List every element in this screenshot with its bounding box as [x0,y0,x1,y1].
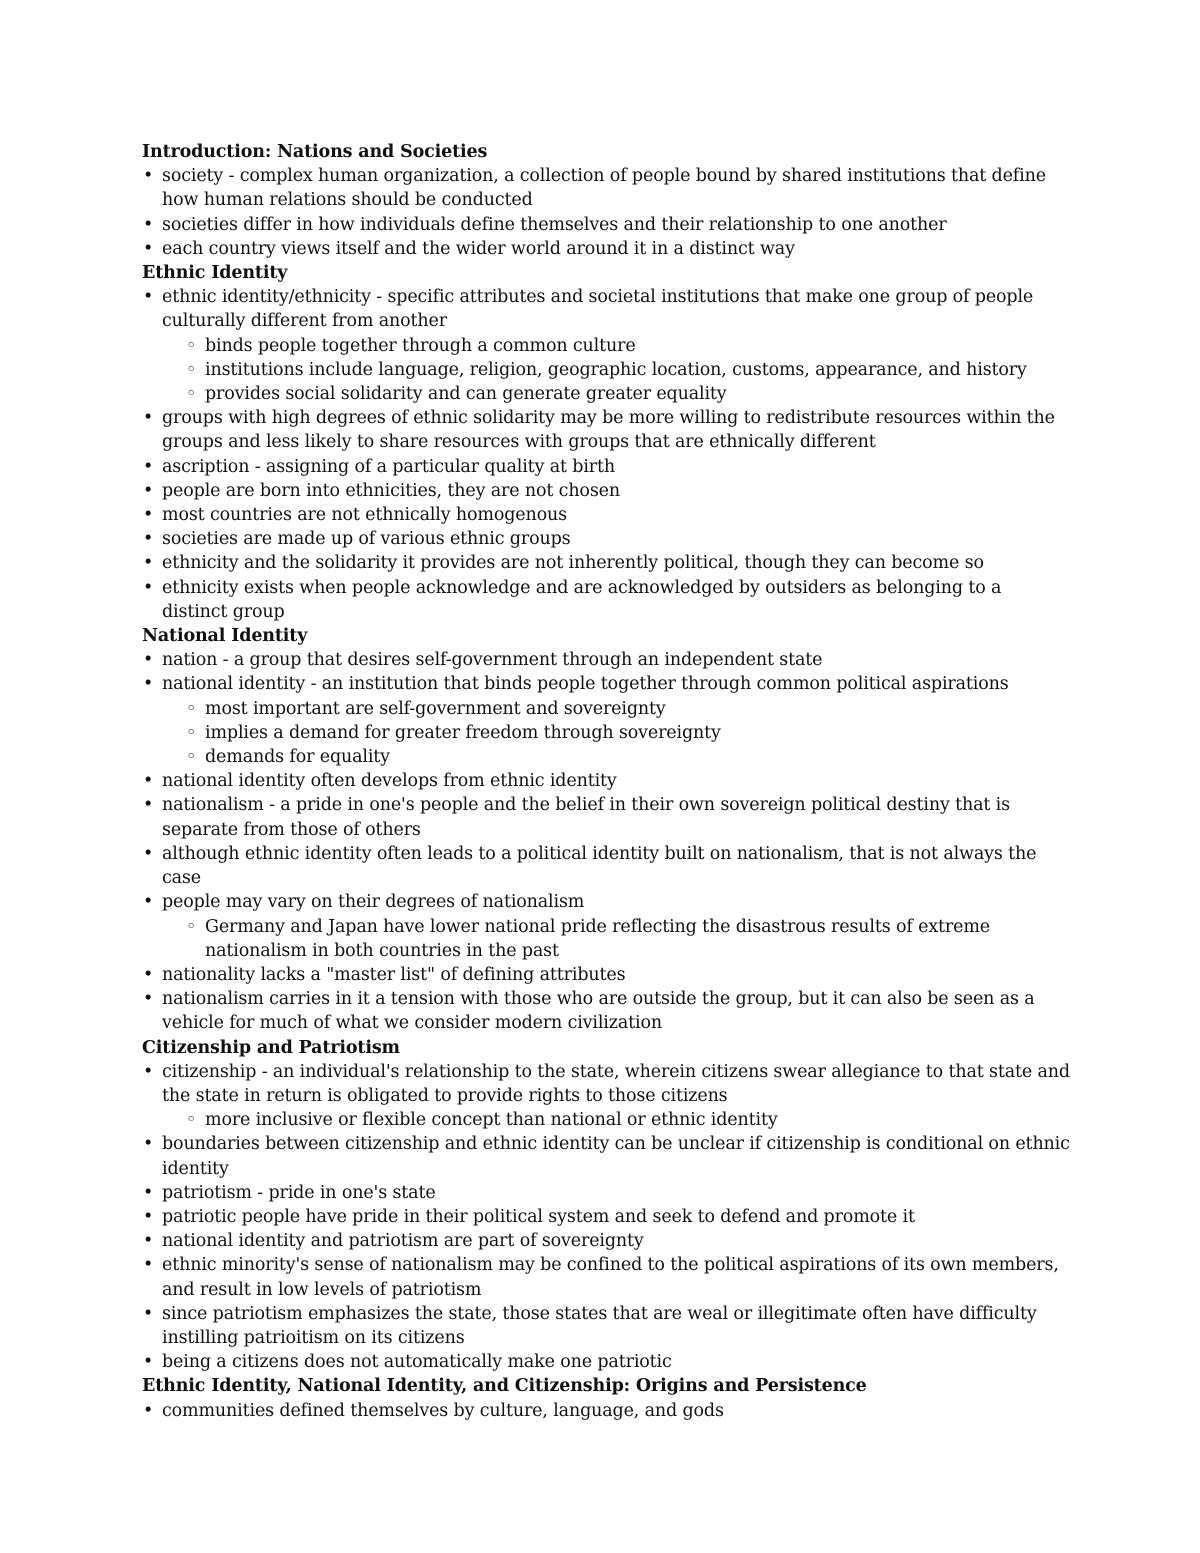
bullet-list [142,1399,1072,1423]
list-item-text: nationalism carries in it a tension with those who are outside the group, but it can also be seen as a vehicle for much of what we consider modern civilization [162,989,1035,1034]
list-item-text: people are born into ethnicities, they are not chosen [162,480,620,501]
sub-list-item: ◦ provides social solidarity and can generate greater equality [142,382,1072,406]
list-item-text: national identity and patriotism are part of sovereignty [162,1231,644,1252]
list-item-text: nationalism - a pride in one's people and the belief in their own sovereign political destiny that is separate from those of others [162,795,1010,840]
sub-list-item: ◦ implies a demand for greater freedom through sovereignty [142,721,1072,745]
sub-list-item: ◦ institutions include language, religion, geographic location, customs, appearance, and history [142,358,1072,382]
sub-list-item: ◦ demands for equality [142,745,1072,769]
bullet-list [142,164,1072,261]
list-item-text: boundaries between citizenship and ethnic identity can be unclear if citizenship is conditional on ethnic identity [162,1134,1070,1179]
section-heading: Introduction: Nations and Societies [142,142,488,162]
sub-list-item: ◦ binds people together through a common culture [142,334,1072,358]
list-item [142,1399,1072,1423]
list-item [142,406,1072,454]
list-item [142,1350,1072,1374]
sub-list-item: ◦ Germany and Japan have lower national pride reflecting the disastrous results of extreme nationalism in both countries in the past [142,915,1072,963]
section-heading: Ethnic Identity, National Identity, and Citizenship: Origins and Persistence [142,1376,867,1397]
list-item [142,672,1072,696]
list-item-text: patriotic people have pride in their political system and seek to defend and promote it [162,1206,915,1227]
sub-list-item: ◦ more inclusive or flexible concept than national or ethnic identity [142,1108,1072,1132]
list-item [142,527,1072,551]
list-item [142,164,1072,212]
list-item [142,987,1072,1035]
list-item-text: society - complex human organization, a collection of people bound by shared institutions that define how human relations should be conducted [162,166,1046,211]
section-heading: Ethnic Identity [142,263,288,284]
list-item [142,479,1072,503]
list-item [142,1181,1072,1205]
section-heading: National Identity [142,626,308,647]
bullet-list [142,285,1072,624]
list-item-text: patriotism - pride in one's state [162,1182,436,1203]
sub-list-item: ◦ most important are self-government and sovereignty [142,697,1072,721]
list-item-text: national identity often develops from ethnic identity [162,771,617,792]
list-item-text: national identity - an institution that binds people together through common political aspirations [162,674,1009,695]
list-item [142,648,1072,672]
list-item-text: ascription - assigning of a particular quality at birth [162,456,616,477]
list-item-text: ethnic identity/ethnicity - specific attributes and societal institutions that make one group of people culturally different from another [162,287,1034,332]
list-item [142,237,1072,261]
list-item [142,213,1072,237]
list-item [142,1205,1072,1229]
list-item-text: people may vary on their degrees of nationalism [162,892,585,913]
list-item [142,1229,1072,1253]
list-item-text: since patriotism emphasizes the state, those states that are weal or illegitimate often have difficulty instilling patrioitism on its citizens [162,1303,1037,1348]
list-item-text: nation - a group that desires self-government through an independent state [162,650,823,671]
list-item [142,890,1072,914]
list-item [142,455,1072,479]
list-item-text: each country views itself and the wider world around it in a distinct way [162,238,795,259]
document-page [142,140,1072,1423]
list-item [142,1302,1072,1350]
list-item-text: ethnicity and the solidarity it provides are not inherently political, though they can become so [162,553,984,574]
list-item-text: societies are made up of various ethnic groups [162,529,571,550]
list-item [142,1132,1072,1180]
list-item-text: groups with high degrees of ethnic solidarity may be more willing to redistribute resources within the groups and less likely to share resources with groups that are ethnically different [162,408,1055,453]
list-item [142,963,1072,987]
list-item [142,1060,1072,1108]
list-item [142,793,1072,841]
list-item-text: societies differ in how individuals define themselves and their relationship to one another [162,214,947,235]
list-item-text: nationality lacks a "master list" of defining attributes [162,964,626,985]
list-item-text: being a citizens does not automatically make one patriotic [162,1352,672,1373]
list-item-text: ethnic minority's sense of nationalism may be confined to the political aspirations of its own members, and result in low levels of patriotism [162,1255,1059,1300]
list-item [142,1253,1072,1301]
list-item [142,842,1072,890]
list-item [142,503,1072,527]
list-item [142,576,1072,624]
list-item [142,551,1072,575]
list-item-text: communities defined themselves by culture, language, and gods [162,1400,724,1421]
bullet-list [142,1060,1072,1375]
list-item-text: although ethnic identity often leads to a political identity built on nationalism, that is not always the case [162,843,1037,889]
list-item-text: citizenship - an individual's relationship to the state, wherein citizens swear allegiance to that state and the state in return is obligated to provide rights to those citizens [162,1061,1070,1106]
bullet-list [142,648,1072,1035]
list-item-text: ethnicity exists when people acknowledge and are acknowledged by outsiders as belonging to a distinct group [162,577,1002,622]
list-item-text: most countries are not ethnically homogenous [162,505,567,526]
list-item [142,285,1072,333]
list-item [142,769,1072,793]
section-heading: Citizenship and Patriotism [142,1037,400,1058]
